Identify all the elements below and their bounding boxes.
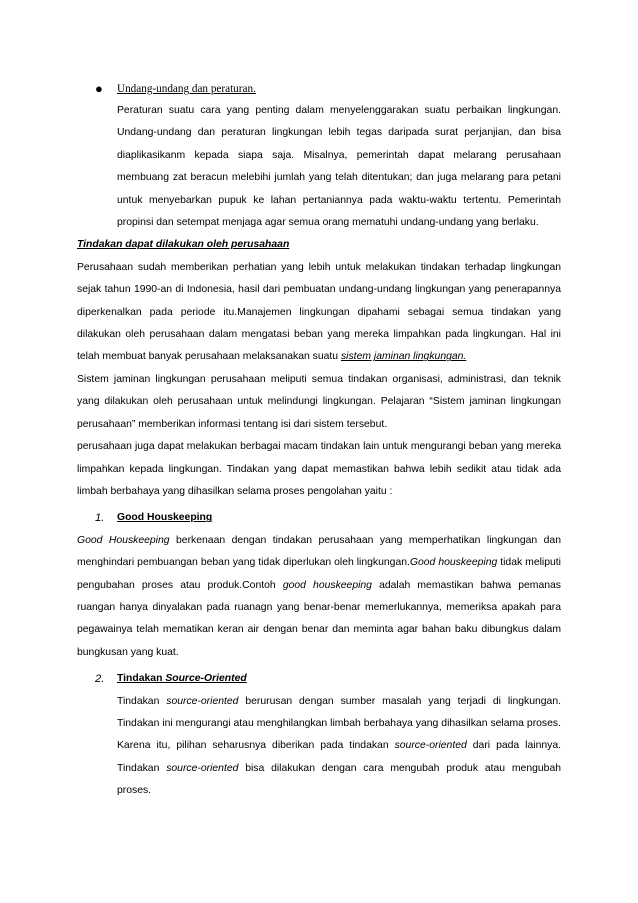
sistem-jaminan-link[interactable]: sistem jaminan lingkungan. [340,351,467,363]
text-span: berurusan dengan sumber masalah yang terjadi di lingkungan. Tindakan ini mengurangi atau menghilangkan limbah berbahaya yang dihasilkan selama proses. Karena itu, pilihan seharusnya diberikan pada tindakan [117,695,561,752]
title-text: Tindakan [117,673,166,685]
text-span: adalah memastikan bahwa pemanas ruangan hanya dinyalakan pada ruanagn yang benar-benar memerlukannya, memeriksa apakah para pegawainya telah mematikan keran air dengan benar dan meminta agar bahan baku dibungkus dalam bungkusan yang kuat. [77,579,561,658]
item-1-paragraph [77,530,561,664]
item-number: 2. [95,673,105,686]
text-span: tidak meliputi pengubahan proses atau produk.Contoh [77,557,561,591]
bullet-paragraph: Peraturan suatu cara yang penting dalam menyelenggarakan suatu perbaikan lingkungan. Undang-undang dan peraturan lingkungan lebih tegas daripada surat perjanjian, dan bisa diaplikasikanm kepada siapa saja. Misalnya, pemerintah dapat melarang perusahaan membuang zat beracun melebihi jumlah yang telah ditentukan; dan juga melarang para petani untuk menyebarkan pupuk ke lahan pertaniannya pada waktu-waktu tertentu. Pemerintah propinsi dan setempat menjaga agar semua orang mematuhi undang-undang yang berlaku. [117,105,561,229]
item-title: Good Houskeeping [117,512,213,524]
em-term: source-oriented [166,695,239,707]
item-title [117,673,247,684]
bullet-item-regulations [77,78,561,100]
em-term: Good Houskeeping [77,534,170,546]
em-term: source-oriented [394,740,467,752]
text-span: dari pada lainnya. Tindakan [117,740,561,774]
em-term: Good houskeeping [409,557,498,569]
document-page [77,78,561,803]
paragraph-2: Sistem jaminan lingkungan perusahaan meliputi semua tindakan organisasi, administrasi, dan teknik yang dilakukan oleh perusahaan untuk melindungi lingkungan. Pelajaran “Sistem jaminan lingkungan perusahaan” memberikan informasi tentang isi dari sistem tersebut. [77,373,561,430]
title-em: Source-Oriented [165,673,247,685]
numbered-item-2 [77,668,561,690]
em-term: source-oriented [166,762,239,774]
paragraph-1-text: Perusahaan sudah memberikan perhatian yang lebih untuk melakukan tindakan terhadap lingkungan sejak tahun 1990-an di Indonesia, hasil dari pembuatan undang-undang lingkungan yang penerapannya diperkenalkan pada periode itu.Manajemen lingkungan dipahami sebagai semua tindakan yang dilakukan oleh perusahaan dalam mengatasi beban yang mereka limpahkan pada lingkungan. Hal ini telah membuat banyak perusahaan melaksanakan suatu [77,261,561,363]
section-heading: Tindakan dapat dilakukan oleh perusahaan [77,239,290,251]
paragraph-3: perusahaan juga dapat melakukan berbagai macam tindakan lain untuk mengurangi beban yang mereka limpahkan kepada lingkungan. Tindakan yang dapat memastikan bahwa lebih sedikit atau tidak ada limbah berbahaya yang dihasilkan selama proses pengolahan yaitu : [77,441,561,497]
item-number: 1. [95,512,105,525]
text-span: bisa dilakukan dengan cara mengubah produk atau mengubah proses. [117,762,561,797]
bullet-icon: ● [95,81,103,96]
item-2-paragraph [77,691,561,803]
paragraph-1 [77,257,561,369]
bullet-title: Undang-undang dan peraturan. [117,83,256,95]
text-span: berkenaan dengan tindakan perusahaan yang memperhatikan lingkungan dan menghindari pembuangan beban yang tidak diperlukan oleh lingkungan. [77,534,561,569]
text-span: Tindakan [117,695,167,707]
numbered-item-1 [77,507,561,529]
em-term: good houskeeping [282,579,372,591]
